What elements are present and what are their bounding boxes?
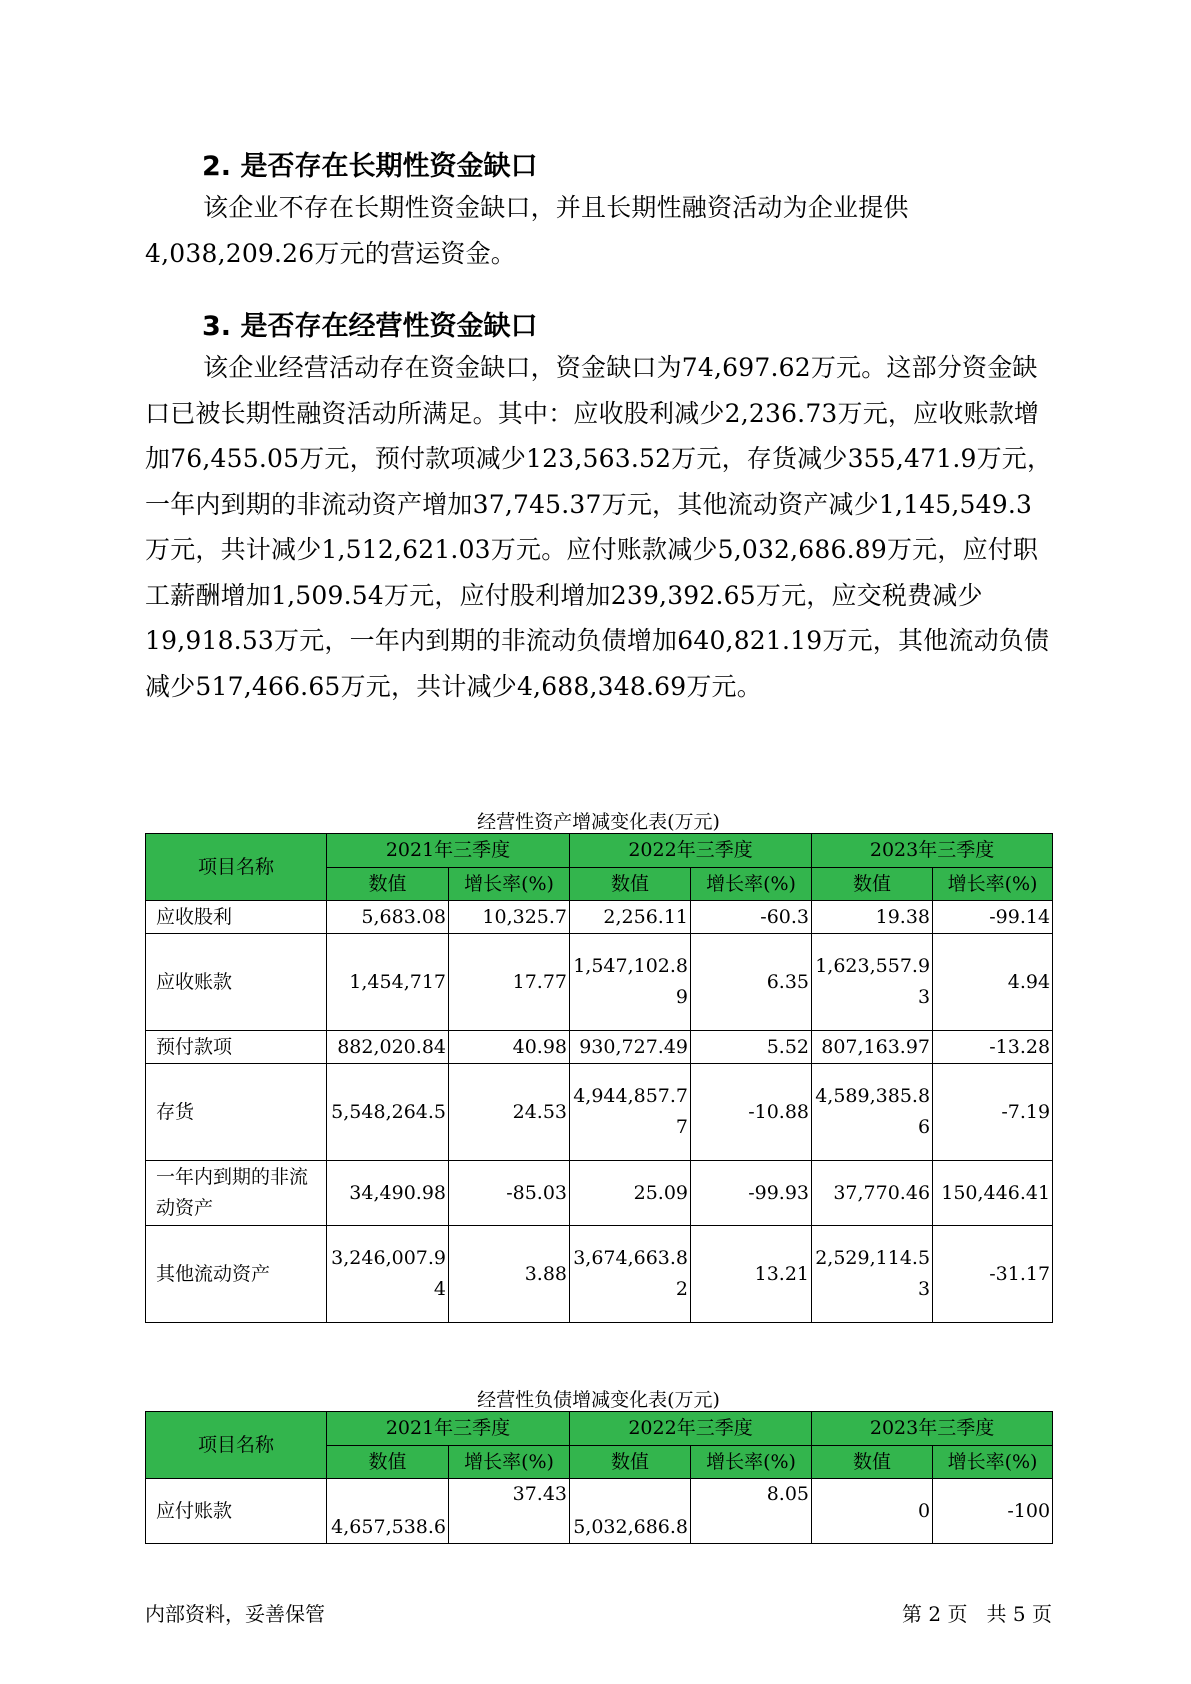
section-2-paragraph: 该企业不存在长期性资金缺口，并且长期性融资活动为企业提供4,038,209.26万元的营运资金。 <box>145 193 909 268</box>
row-label: 预付款项 <box>146 1031 327 1064</box>
cell-rate: -31.17 <box>933 1226 1053 1323</box>
cell-rate: 6.35 <box>691 934 812 1031</box>
rate-subheader: 增长率(%) <box>691 1446 812 1479</box>
cell-rate: 10,325.7 <box>449 901 570 934</box>
section-3-heading: 3. 是否存在经营性资金缺口 <box>202 311 538 342</box>
table-row <box>146 1064 1053 1161</box>
section-2-heading: 2. 是否存在长期性资金缺口 <box>202 151 538 182</box>
assets-change-table <box>145 833 1053 1323</box>
value-subheader: 数值 <box>812 1446 933 1479</box>
cell-value: 37,770.46 <box>812 1161 933 1226</box>
cell-value: 2,256.11 <box>570 901 691 934</box>
row-label: 其他流动资产 <box>146 1226 327 1323</box>
cell-value: 4,657,538.6 <box>327 1479 449 1544</box>
cell-value: 5,548,264.5 <box>327 1064 449 1161</box>
cell-rate: 17.77 <box>449 934 570 1031</box>
period-header: 2021年三季度 <box>327 834 570 868</box>
footer-page-number: 第 2 页 共 5 页 <box>902 1602 1052 1626</box>
rate-subheader: 增长率(%) <box>933 1446 1053 1479</box>
cell-rate: 150,446.41 <box>933 1161 1053 1226</box>
period-header: 2022年三季度 <box>570 834 812 868</box>
row-label: 应付账款 <box>146 1479 327 1544</box>
cell-value: 3,246,007.94 <box>327 1226 449 1323</box>
row-label: 一年内到期的非流动资产 <box>146 1161 327 1226</box>
cell-value: 4,944,857.77 <box>570 1064 691 1161</box>
row-label: 应收账款 <box>146 934 327 1031</box>
rate-subheader: 增长率(%) <box>691 868 812 901</box>
row-label: 存货 <box>146 1064 327 1161</box>
cell-rate: 37.43 <box>449 1479 570 1544</box>
cell-value: 3,674,663.82 <box>570 1226 691 1323</box>
table-row <box>146 1161 1053 1226</box>
cell-value: 0 <box>812 1479 933 1544</box>
cell-value: 25.09 <box>570 1161 691 1226</box>
cell-rate: 3.88 <box>449 1226 570 1323</box>
cell-value: 1,547,102.89 <box>570 934 691 1031</box>
cell-rate: 4.94 <box>933 934 1053 1031</box>
rate-subheader: 增长率(%) <box>933 868 1053 901</box>
cell-value: 930,727.49 <box>570 1031 691 1064</box>
cell-rate: 13.21 <box>691 1226 812 1323</box>
item-name-header: 项目名称 <box>146 834 327 901</box>
table2-caption: 经营性负债增减变化表(万元) <box>477 1389 720 1411</box>
rate-subheader: 增长率(%) <box>449 868 570 901</box>
cell-value: 882,020.84 <box>327 1031 449 1064</box>
table-row <box>146 901 1053 934</box>
cell-value: 1,454,717 <box>327 934 449 1031</box>
cell-value: 807,163.97 <box>812 1031 933 1064</box>
cell-value: 34,490.98 <box>327 1161 449 1226</box>
cell-rate: -100 <box>933 1479 1053 1544</box>
cell-value: 1,623,557.93 <box>812 934 933 1031</box>
table-row <box>146 1031 1053 1064</box>
cell-rate: 24.53 <box>449 1064 570 1161</box>
cell-rate: -13.28 <box>933 1031 1053 1064</box>
row-label: 应收股利 <box>146 901 327 934</box>
cell-value: 5,032,686.8 <box>570 1479 691 1544</box>
period-header: 2023年三季度 <box>812 1412 1053 1446</box>
value-subheader: 数值 <box>570 868 691 901</box>
cell-rate: 5.52 <box>691 1031 812 1064</box>
liabilities-change-table <box>145 1411 1053 1544</box>
table-row <box>146 1226 1053 1323</box>
period-header: 2021年三季度 <box>327 1412 570 1446</box>
cell-rate: -60.3 <box>691 901 812 934</box>
cell-rate: -99.14 <box>933 901 1053 934</box>
item-name-header: 项目名称 <box>146 1412 327 1479</box>
period-header: 2022年三季度 <box>570 1412 812 1446</box>
cell-rate: -10.88 <box>691 1064 812 1161</box>
cell-value: 2,529,114.53 <box>812 1226 933 1323</box>
cell-rate: -99.93 <box>691 1161 812 1226</box>
rate-subheader: 增长率(%) <box>449 1446 570 1479</box>
cell-value: 4,589,385.86 <box>812 1064 933 1161</box>
cell-rate: 40.98 <box>449 1031 570 1064</box>
table-row <box>146 1479 1053 1544</box>
cell-value: 19.38 <box>812 901 933 934</box>
table-row <box>146 934 1053 1031</box>
section-3-paragraph: 该企业经营活动存在资金缺口，资金缺口为74,697.62万元。这部分资金缺口已被长期性融资活动所满足。其中：应收股利减少2,236.73万元，应收账款增加76,455.05万元，预付款项减少123,563.52万元，存货减少355,471.9万元，一年内到期的非流动资产增加37,745.37万元，其他流动资产减少1,145,549.3万元，共计减少1,512,621.03万元。应付账款减少5,032,686.89万元，应付职工薪酬增加1,509.54万元，应付股利增加239,392.65万元，应交税费减少19,918.53万元，一年内到期的非流动负债增加640,821.19万元，其他流动负债减少517,466.65万元，共计减少4,688,348.69万元。 <box>145 353 1053 701</box>
footer-confidential: 内部资料，妥善保管 <box>145 1602 325 1626</box>
value-subheader: 数值 <box>570 1446 691 1479</box>
cell-rate: 8.05 <box>691 1479 812 1544</box>
value-subheader: 数值 <box>327 1446 449 1479</box>
value-subheader: 数值 <box>327 868 449 901</box>
table1-caption: 经营性资产增减变化表(万元) <box>477 811 720 833</box>
cell-rate: -7.19 <box>933 1064 1053 1161</box>
period-header: 2023年三季度 <box>812 834 1053 868</box>
cell-rate: -85.03 <box>449 1161 570 1226</box>
cell-value: 5,683.08 <box>327 901 449 934</box>
value-subheader: 数值 <box>812 868 933 901</box>
